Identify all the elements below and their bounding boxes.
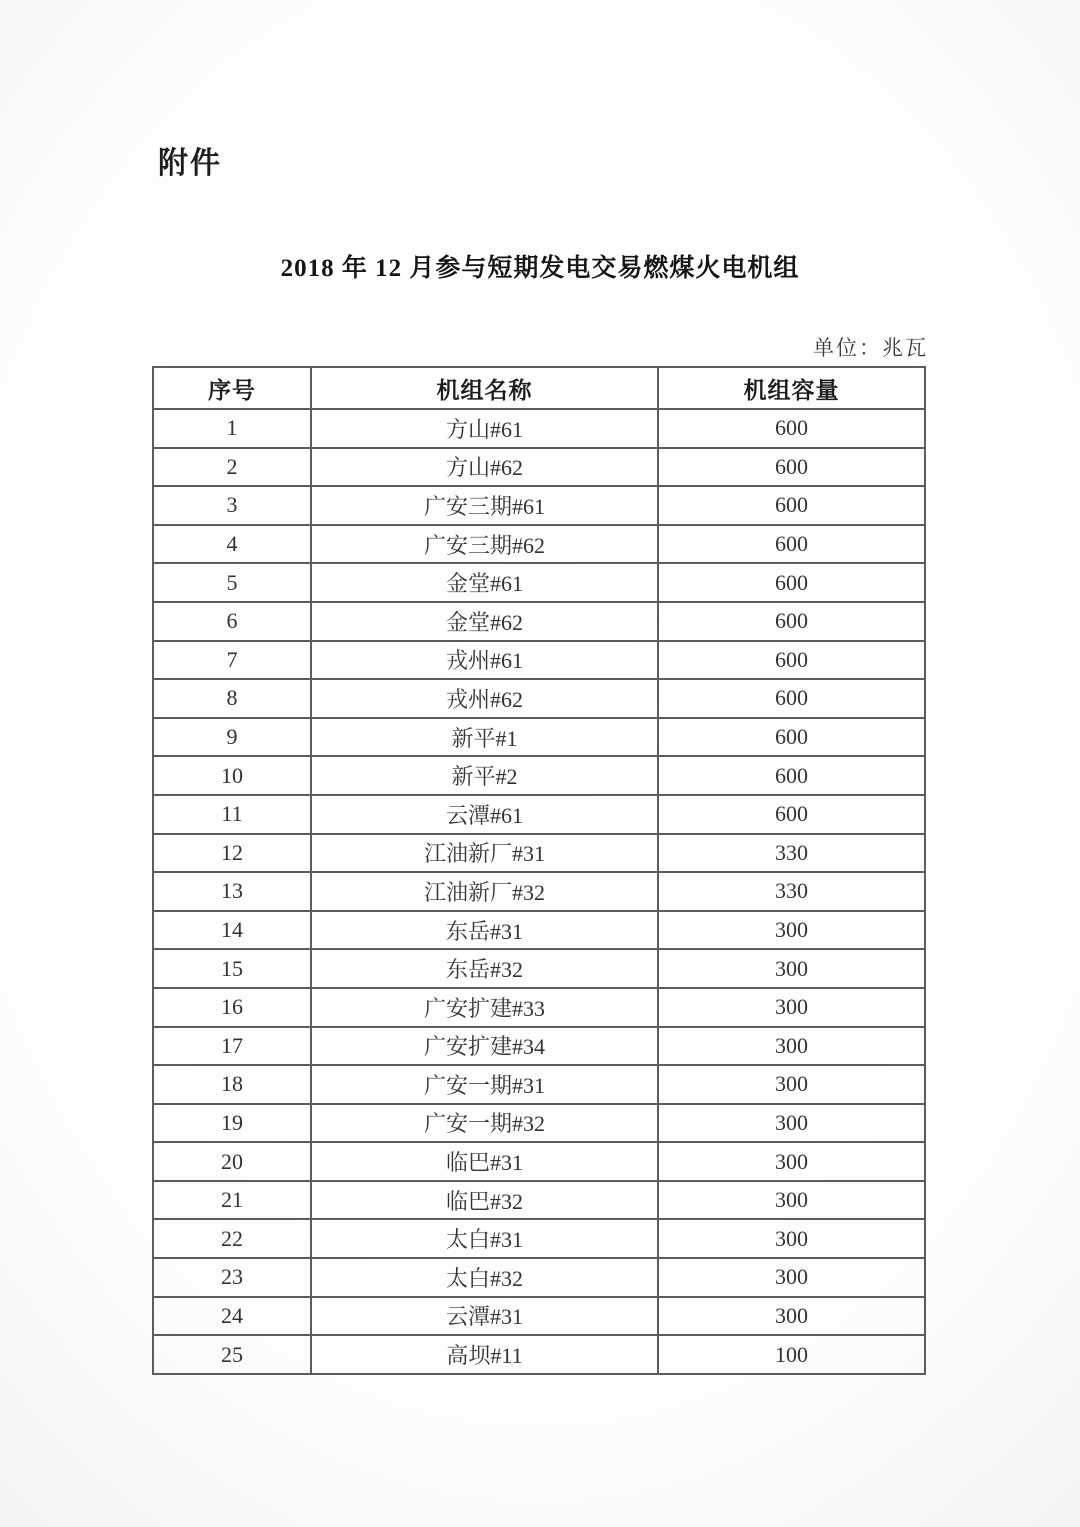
cell-unit-capacity: 300 — [658, 911, 925, 950]
cell-unit-capacity: 600 — [658, 602, 925, 641]
cell-index: 6 — [153, 602, 311, 641]
cell-unit-name: 云潭#31 — [311, 1297, 658, 1336]
table-row — [153, 1142, 925, 1181]
cell-index: 24 — [153, 1297, 311, 1336]
table-row — [153, 1335, 925, 1374]
table-row — [153, 795, 925, 834]
cell-unit-capacity: 600 — [658, 563, 925, 602]
cell-unit-capacity: 300 — [658, 1258, 925, 1297]
cell-unit-name: 广安扩建#34 — [311, 1027, 658, 1066]
cell-unit-capacity: 100 — [658, 1335, 925, 1374]
cell-index: 11 — [153, 795, 311, 834]
cell-index: 20 — [153, 1142, 311, 1181]
table-row — [153, 1027, 925, 1066]
cell-unit-capacity: 300 — [658, 949, 925, 988]
header-unit-capacity: 机组容量 — [658, 367, 925, 409]
table-row — [153, 872, 925, 911]
header-unit-name: 机组名称 — [311, 367, 658, 409]
table-row — [153, 1297, 925, 1336]
cell-unit-name: 金堂#61 — [311, 563, 658, 602]
cell-index: 5 — [153, 563, 311, 602]
cell-unit-capacity: 600 — [658, 641, 925, 680]
cell-unit-capacity: 600 — [658, 679, 925, 718]
cell-index: 7 — [153, 641, 311, 680]
cell-index: 23 — [153, 1258, 311, 1297]
cell-index: 9 — [153, 718, 311, 757]
table-row — [153, 602, 925, 641]
cell-unit-name: 太白#32 — [311, 1258, 658, 1297]
cell-index: 1 — [153, 409, 311, 448]
cell-index: 8 — [153, 679, 311, 718]
cell-unit-capacity: 300 — [658, 1027, 925, 1066]
cell-index: 18 — [153, 1065, 311, 1104]
table-row — [153, 1065, 925, 1104]
cell-unit-capacity: 300 — [658, 1181, 925, 1220]
cell-unit-name: 广安三期#61 — [311, 486, 658, 525]
cell-unit-name: 江油新厂#32 — [311, 872, 658, 911]
cell-unit-capacity: 600 — [658, 718, 925, 757]
cell-unit-capacity: 600 — [658, 795, 925, 834]
cell-index: 3 — [153, 486, 311, 525]
table-row — [153, 1258, 925, 1297]
cell-unit-capacity: 600 — [658, 448, 925, 487]
cell-index: 19 — [153, 1104, 311, 1143]
table-row — [153, 1104, 925, 1143]
cell-index: 10 — [153, 756, 311, 795]
header-index: 序号 — [153, 367, 311, 409]
unit-note: 单位：兆瓦 — [813, 336, 928, 360]
table-row — [153, 641, 925, 680]
cell-unit-name: 广安三期#62 — [311, 525, 658, 564]
cell-unit-capacity: 600 — [658, 756, 925, 795]
table-row — [153, 525, 925, 564]
cell-unit-name: 云潭#61 — [311, 795, 658, 834]
cell-unit-name: 东岳#31 — [311, 911, 658, 950]
cell-unit-capacity: 300 — [658, 1297, 925, 1336]
table-row — [153, 949, 925, 988]
cell-unit-name: 金堂#62 — [311, 602, 658, 641]
cell-unit-name: 戎州#61 — [311, 641, 658, 680]
cell-unit-capacity: 300 — [658, 988, 925, 1027]
cell-unit-name: 高坝#11 — [311, 1335, 658, 1374]
cell-index: 15 — [153, 949, 311, 988]
table-row — [153, 834, 925, 873]
cell-unit-name: 新平#1 — [311, 718, 658, 757]
cell-unit-name: 新平#2 — [311, 756, 658, 795]
table-body — [153, 409, 925, 1374]
table-row — [153, 756, 925, 795]
table-row — [153, 988, 925, 1027]
table-row — [153, 718, 925, 757]
table-row — [153, 563, 925, 602]
cell-index: 25 — [153, 1335, 311, 1374]
cell-index: 4 — [153, 525, 311, 564]
table-row — [153, 448, 925, 487]
cell-unit-capacity: 600 — [658, 525, 925, 564]
cell-index: 14 — [153, 911, 311, 950]
cell-unit-capacity: 600 — [658, 409, 925, 448]
cell-index: 2 — [153, 448, 311, 487]
cell-unit-capacity: 300 — [658, 1219, 925, 1258]
cell-unit-capacity: 330 — [658, 872, 925, 911]
table-header-row — [153, 367, 925, 409]
cell-unit-name: 临巴#32 — [311, 1181, 658, 1220]
cell-unit-capacity: 300 — [658, 1065, 925, 1104]
cell-unit-name: 太白#31 — [311, 1219, 658, 1258]
cell-unit-name: 方山#61 — [311, 409, 658, 448]
cell-unit-name: 戎州#62 — [311, 679, 658, 718]
cell-unit-capacity: 300 — [658, 1104, 925, 1143]
cell-index: 22 — [153, 1219, 311, 1258]
cell-unit-name: 江油新厂#31 — [311, 834, 658, 873]
table-row — [153, 409, 925, 448]
page-title: 2018 年 12 月参与短期发电交易燃煤火电机组 — [280, 255, 800, 282]
cell-index: 16 — [153, 988, 311, 1027]
units-table — [152, 366, 926, 1375]
cell-unit-name: 方山#62 — [311, 448, 658, 487]
attachment-label: 附件 — [158, 146, 222, 181]
cell-index: 21 — [153, 1181, 311, 1220]
cell-index: 12 — [153, 834, 311, 873]
table-row — [153, 1219, 925, 1258]
table-row — [153, 911, 925, 950]
cell-unit-name: 临巴#31 — [311, 1142, 658, 1181]
table-row — [153, 1181, 925, 1220]
cell-unit-name: 广安扩建#33 — [311, 988, 658, 1027]
cell-unit-capacity: 600 — [658, 486, 925, 525]
cell-index: 13 — [153, 872, 311, 911]
cell-unit-capacity: 300 — [658, 1142, 925, 1181]
cell-unit-name: 广安一期#31 — [311, 1065, 658, 1104]
table-row — [153, 486, 925, 525]
cell-unit-capacity: 330 — [658, 834, 925, 873]
cell-index: 17 — [153, 1027, 311, 1066]
table-row — [153, 679, 925, 718]
cell-unit-name: 广安一期#32 — [311, 1104, 658, 1143]
cell-unit-name: 东岳#32 — [311, 949, 658, 988]
